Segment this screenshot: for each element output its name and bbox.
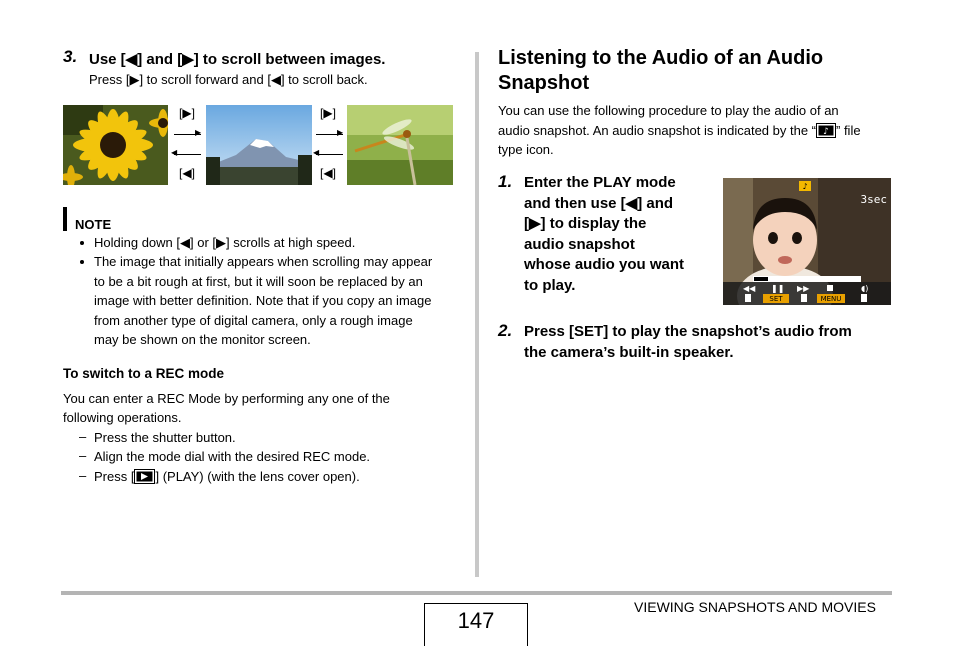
back-arrow-2: [316, 154, 343, 155]
page-number: 147: [457, 608, 495, 633]
rec-op: Press the shutter button.: [94, 430, 236, 445]
intro-part: ” file: [836, 123, 861, 138]
note-accent-bar: [63, 207, 67, 231]
pause-icon: ❚❚: [771, 284, 785, 293]
step-line: to play.: [524, 277, 576, 294]
rec-intro: You can enter a REC Mode by performing any one of the: [63, 391, 390, 406]
note-item-line: to be a bit rough at first, but it will soon be replaced by an: [94, 274, 423, 289]
rewind-icon: ◀◀: [743, 284, 756, 293]
back-arrowhead-1: ◀: [171, 148, 178, 157]
back-arrowhead-2: ◀: [313, 148, 320, 157]
fast-forward-icon: ▶▶: [797, 284, 810, 293]
step-line: Enter the PLAY mode: [524, 174, 676, 191]
step-line: the camera’s built-in speaker.: [524, 344, 734, 361]
intro-line: You can use the following procedure to play the audio of an: [498, 103, 839, 118]
intro-line: type icon.: [498, 142, 554, 157]
note-item: Holding down [◀] or [▶] scrolls at high speed.: [94, 235, 356, 250]
note-item-line: image with better definition. Note that if you copy an image: [94, 293, 432, 308]
rec-intro: following operations.: [63, 410, 182, 425]
bullet-icon: [80, 260, 84, 264]
step-number: 2.: [498, 321, 513, 340]
back-label-2: [◀]: [320, 166, 336, 180]
mountain-photo: [206, 105, 312, 185]
step-line: Press [SET] to play the snapshot’s audio from: [524, 323, 852, 340]
rec-title: To switch to a REC mode: [63, 366, 225, 381]
forward-label-2: [▶]: [320, 106, 336, 120]
rec-op-part: Press [: [94, 469, 135, 484]
intro-part: audio snapshot. An audio snapshot is indicated by the “: [498, 123, 816, 138]
audio-snapshot-icon: [816, 122, 836, 142]
dragonfly-photo: [347, 105, 453, 185]
step-heading: Use [◀] and [▶] to scroll between images.: [89, 51, 386, 68]
intro-line: [498, 121, 861, 141]
time-readout: 3sec: [860, 193, 887, 206]
rec-op-play: [94, 467, 360, 487]
step-number: 3.: [63, 47, 78, 66]
forward-arrowhead-1: ▶: [195, 128, 202, 137]
title-line: Snapshot: [498, 72, 590, 94]
forward-arrowhead-2: ▶: [337, 128, 344, 137]
step-subtext: Press [▶] to scroll forward and [◀] to scroll back.: [89, 72, 368, 87]
set-label: SET: [769, 295, 783, 303]
dash-marker: –: [79, 448, 87, 463]
step-line: and then use [◀] and: [524, 195, 674, 212]
step-number: 1.: [498, 172, 513, 191]
volume-icon: ◖): [861, 284, 869, 293]
step-line: [▶] to display the: [524, 215, 647, 232]
column-divider: [475, 52, 479, 577]
sunflower-photo: [63, 105, 168, 185]
note-item: The image that initially appears when scrolling may appear: [94, 254, 433, 269]
step-line: whose audio you want: [524, 256, 685, 273]
forward-label-1: [▶]: [179, 106, 195, 120]
note-item-line: from another type of digital camera, only a rough image: [94, 313, 413, 328]
play-icon: [134, 468, 155, 488]
camera-screen: [723, 178, 891, 305]
svg-text:♪: ♪: [823, 126, 829, 137]
bullet-icon: [80, 241, 84, 245]
note-item-line: may be shown on the monitor screen.: [94, 332, 311, 347]
back-arrow-1: [174, 154, 201, 155]
section-name: VIEWING SNAPSHOTS AND MOVIES: [634, 599, 876, 615]
note-title: NOTE: [75, 217, 112, 232]
rec-op: Align the mode dial with the desired REC mode.: [94, 449, 371, 464]
dash-marker: –: [79, 468, 87, 483]
footer-rule: [61, 591, 892, 595]
rec-op-part: ] (PLAY) (with the lens cover open).: [155, 469, 360, 484]
menu-label: MENU: [820, 295, 842, 303]
dash-marker: –: [79, 429, 87, 444]
back-label-1: [◀]: [179, 166, 195, 180]
baby-photo: [723, 178, 891, 305]
title-line: Listening to the Audio of an Audio: [498, 47, 824, 69]
stop-icon: [827, 285, 833, 291]
step-line: audio snapshot: [524, 236, 635, 253]
svg-text:♪: ♪: [802, 182, 808, 191]
